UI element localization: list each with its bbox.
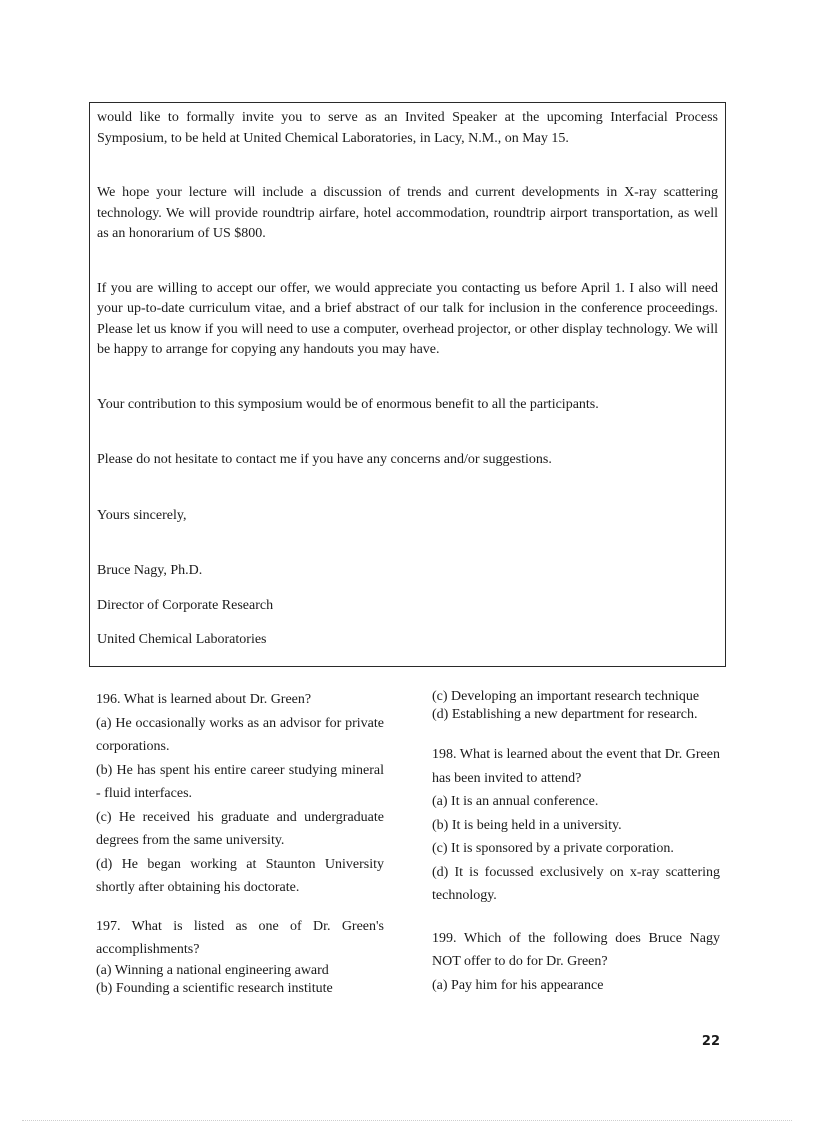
footer-divider [22, 1120, 792, 1121]
question-198-option-a: (a) It is an annual conference. [432, 794, 599, 809]
question-197-option-d: (d) Establishing a new department for research. [432, 707, 698, 722]
question-198-stem: 198. What is learned about the event that Dr. Green has been invited to attend? [432, 747, 720, 786]
question-196-stem: 196. What is learned about Dr. Green? [96, 692, 312, 707]
question-196-option-b: (b) He has spent his entire career studying mineral - fluid interfaces. [96, 762, 384, 801]
question-199-option-a: (a) Pay him for his appearance [432, 977, 604, 993]
signature-name: Bruce Nagy, Ph.D. [97, 563, 203, 578]
question-198-option-c: (c) It is sponsored by a private corporation. [432, 841, 674, 856]
question-196-option-d: (d) He began working at Staunton University shortly after obtaining his doctorate. [96, 856, 384, 895]
questions-right-column [432, 688, 720, 997]
letter-paragraph-invitation: would like to formally invite you to serve as an Invited Speaker at the upcoming Interfacial Process Symposium, to be held at United Chemical Laboratories, in Lacy, N.M., on May 15. [97, 110, 718, 146]
question-198-option-b: (b) It is being held in a university. [432, 817, 622, 833]
signature-organization: United Chemical Laboratories [97, 632, 267, 647]
letter-paragraph-contact: Please do not hesitate to contact me if you have any concerns and/or suggestions. [97, 452, 552, 467]
question-197-option-a: (a) Winning a national engineering award [96, 962, 329, 978]
letter-paragraph-acceptance: If you are willing to accept our offer, we would appreciate you contacting us before April 1. I also will need your up-to-date curriculum vitae, and a brief abstract of our talk for inclusion in the conference proceedings. Please let us know if you will need to use a computer, overhead projector, or other display technology. We will be happy to arrange for copying any handouts you may have. [97, 280, 718, 357]
question-196-option-c: (c) He received his graduate and undergraduate degrees from the same university. [96, 809, 384, 848]
letter-closing: Yours sincerely, [97, 507, 187, 523]
signature-title: Director of Corporate Research [97, 597, 274, 613]
page-number: 22 [701, 1034, 720, 1049]
question-197-stem: 197. What is listed as one of Dr. Green's accomplishments? [96, 918, 384, 957]
question-199-stem: 199. Which of the following does Bruce Nagy NOT offer to do for Dr. Green? [432, 930, 720, 969]
question-197-option-c: (c) Developing an important research technique [432, 689, 700, 704]
question-198-option-d: (d) It is focussed exclusively on x-ray scattering technology. [432, 864, 720, 903]
question-197-option-b: (b) Founding a scientific research institute [96, 980, 333, 996]
letter-box [89, 102, 726, 667]
questions-left-column [96, 688, 384, 998]
letter-paragraph-lecture: We hope your lecture will include a discussion of trends and current developments in X-ray scattering technology. We will provide roundtrip airfare, hotel accommodation, roundtrip airport transportation, as well as an honorarium of US $800. [97, 185, 718, 241]
question-196-option-a: (a) He occasionally works as an advisor for private corporations. [96, 715, 384, 754]
letter-paragraph-contribution: Your contribution to this symposium would be of enormous benefit to all the participants. [97, 396, 599, 412]
